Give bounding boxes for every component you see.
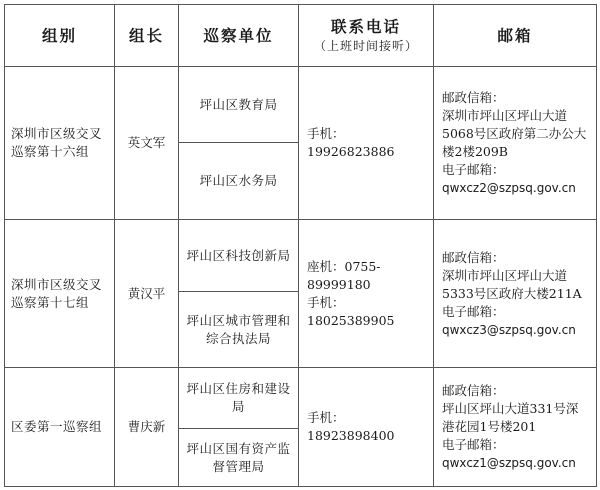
unit-cell: 坪山区城市管理和综合执法局	[179, 292, 299, 368]
table-row	[5, 368, 597, 429]
leader-cell: 黄汉平	[115, 220, 179, 368]
phone-line: 手机：18025389905	[307, 294, 395, 328]
mail-cell	[434, 67, 597, 220]
unit-cell: 坪山区国有资产监督管理局	[179, 429, 299, 487]
phone-cell	[299, 67, 434, 220]
email-address: qwxcz3@szpsq.gov.cn	[442, 322, 576, 337]
post-label: 邮政信箱：	[442, 90, 505, 105]
email-label: 电子邮箱：	[442, 162, 505, 177]
mail-cell	[434, 368, 597, 487]
unit-cell: 坪山区科技创新局	[179, 220, 299, 292]
post-address: 坪山区坪山大道331号深港花园1号楼201	[442, 401, 579, 434]
header-leader: 组长	[115, 5, 179, 67]
unit-cell: 坪山区住房和建设局	[179, 368, 299, 429]
header-row	[5, 5, 597, 67]
header-phone	[299, 5, 434, 67]
unit-cell: 坪山区教育局	[179, 67, 299, 143]
email-label: 电子邮箱：	[442, 303, 505, 319]
post-address: 深圳市坪山区坪山大道5333号区政府大楼211A	[442, 267, 582, 301]
header-email: 邮箱	[434, 5, 597, 67]
header-phone-note: （上班时间接听）	[313, 38, 418, 53]
mail-cell	[434, 220, 597, 368]
phone-cell	[299, 368, 434, 487]
email-label: 电子邮箱：	[442, 437, 505, 452]
table-row	[5, 220, 597, 292]
header-group: 组别	[5, 5, 115, 67]
unit-cell: 坪山区水务局	[179, 143, 299, 220]
phone-line: 手机：18923898400	[307, 410, 395, 443]
post-address: 深圳市坪山区坪山大道5068号区政府第二办公大楼2楼209B	[442, 108, 587, 159]
phone-cell	[299, 220, 434, 368]
group-cell: 深圳市区级交叉巡察第十七组	[5, 220, 115, 368]
leader-cell: 曹庆新	[115, 368, 179, 487]
leader-cell: 英文军	[115, 67, 179, 220]
phone-line: 手机：19926823886	[307, 126, 395, 159]
email-address: qwxcz1@szpsq.gov.cn	[442, 456, 576, 470]
table-row	[5, 67, 597, 143]
header-phone-title: 联系电话	[330, 16, 401, 36]
post-label: 邮政信箱：	[442, 249, 505, 265]
phone-line: 座机：0755-89999180	[307, 258, 381, 292]
header-unit: 巡察单位	[179, 5, 299, 67]
post-label: 邮政信箱：	[442, 383, 505, 398]
email-address: qwxcz2@szpsq.gov.cn	[442, 181, 576, 195]
group-cell: 深圳市区级交叉巡察第十六组	[5, 67, 115, 220]
inspection-contact-table	[4, 4, 597, 487]
group-cell: 区委第一巡察组	[5, 368, 115, 487]
